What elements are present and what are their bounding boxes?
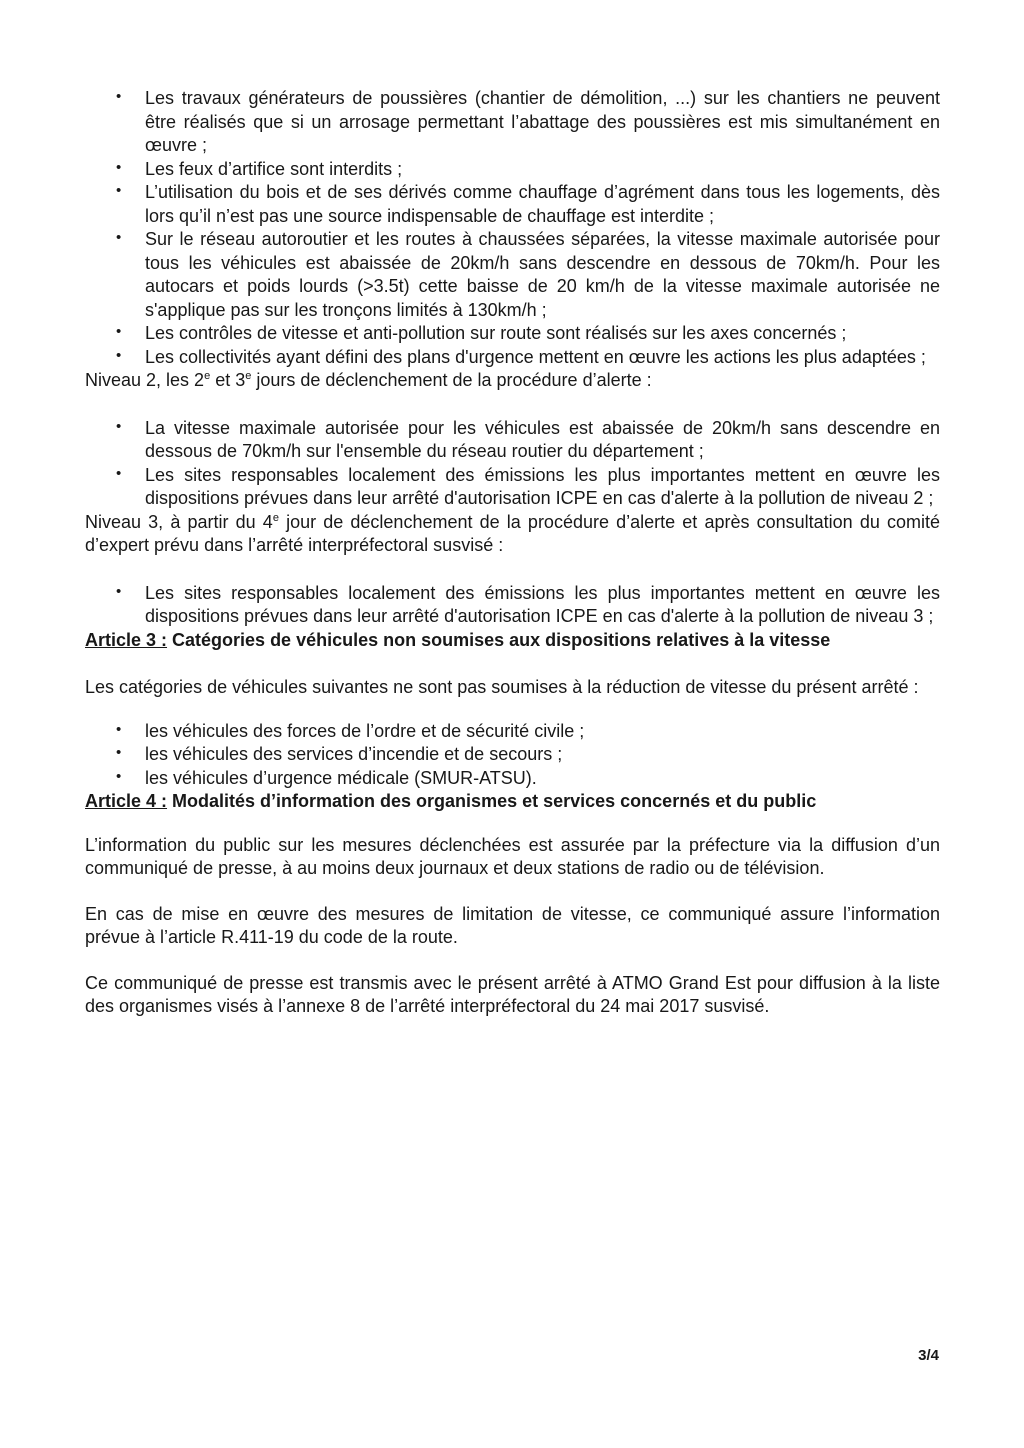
exempt-vehicles-list xyxy=(85,720,940,791)
measures-day1-list xyxy=(85,87,940,369)
niveau2-measures-list xyxy=(85,417,940,511)
niveau2-intro-text: jours de déclenchement de la procédure d’alerte : xyxy=(251,370,652,390)
list-item: • Sur le réseau autoroutier et les routes à chaussées séparées, la vitesse maximale autorisée pour tous les véhicules est abaissée de 20km/h sans descendre en dessous de 70km/h. Pour les autocars et poids lourds (>3.5t) cette baisse de 20 km/h de la vitesse maximale autorisée ne s'applique pas sur les tronçons limités à 130km/h ; xyxy=(85,228,940,322)
niveau3-intro-text: jour de déclenchement de la procédure d’alerte et après consultation du comité d’expert prévu dans l’arrêté interpréfectoral susvisé : xyxy=(85,511,941,555)
article4-paragraph-2: En cas de mise en œuvre des mesures de limitation de vitesse, ce communiqué assure l’information prévue à l’article R.411-19 du code de la route. xyxy=(85,903,940,947)
article3-label: Article 3 : xyxy=(85,629,168,650)
niveau2-intro-text: et 3 xyxy=(210,370,246,390)
list-item: • Les sites responsables localement des émissions les plus importantes mettent en œuvre les dispositions prévues dans leur arrêté d'autorisation ICPE en cas d'alerte à la pollution de niveau 2 ; xyxy=(85,464,940,511)
list-item: • Les feux d’artifice sont interdits ; xyxy=(85,158,940,182)
article3-title: Catégories de véhicules non soumises aux dispositions relatives à la vitesse xyxy=(167,629,831,650)
article4-paragraph-3: Ce communiqué de presse est transmis avec le présent arrêté à ATMO Grand Est pour diffusion à la liste des organismes visés à l’annexe 8 de l’arrêté interpréfectoral du 24 mai 2017 susvisé. xyxy=(85,972,940,1016)
list-item: • Les sites responsables localement des émissions les plus importantes mettent en œuvre les dispositions prévues dans leur arrêté d'autorisation ICPE en cas d'alerte à la pollution de niveau 3 ; xyxy=(85,582,940,629)
ordinal-superscript: e xyxy=(245,370,252,382)
ordinal-superscript: e xyxy=(272,511,279,524)
article3-heading xyxy=(85,629,940,653)
article4-label: Article 4 : xyxy=(85,791,168,811)
list-item: • Les contrôles de vitesse et anti-pollution sur route sont réalisés sur les axes concernés ; xyxy=(85,322,940,346)
niveau3-intro xyxy=(85,511,940,558)
list-item: • Les travaux générateurs de poussières (chantier de démolition, ...) sur les chantiers ne peuvent être réalisés que si un arrosage permettant l’abattage des poussières est mis simultanément en œuvre ; xyxy=(85,87,940,158)
list-item: • L’utilisation du bois et de ses dérivés comme chauffage d’agrément dans tous les logements, dès lors qu’il n’est pas une source indispensable de chauffage est interdite ; xyxy=(85,181,940,228)
niveau2-intro xyxy=(85,369,940,393)
list-item: • les véhicules des forces de l’ordre et de sécurité civile ; xyxy=(85,720,940,744)
list-item: • La vitesse maximale autorisée pour les véhicules est abaissée de 20km/h sans descendre en dessous de 70km/h sur l'ensemble du réseau routier du département ; xyxy=(85,417,940,464)
list-item: • les véhicules des services d’incendie et de secours ; xyxy=(85,743,940,767)
article4-heading xyxy=(85,790,940,814)
niveau2-intro-text: Niveau 2, les 2 xyxy=(85,370,205,390)
page-number: 3/4 xyxy=(918,1347,939,1364)
article4-title: Modalités d’information des organismes et services concernés et du public xyxy=(167,791,817,811)
niveau3-intro-text: Niveau 3, à partir du 4 xyxy=(85,511,273,532)
niveau3-measures-list xyxy=(85,582,940,629)
list-item: • les véhicules d’urgence médicale (SMUR-ATSU). xyxy=(85,767,940,791)
list-item: • Les collectivités ayant défini des plans d'urgence mettent en œuvre les actions les plus adaptées ; xyxy=(85,346,940,370)
ordinal-superscript: e xyxy=(204,370,211,382)
article3-intro-paragraph: Les catégories de véhicules suivantes ne sont pas soumises à la réduction de vitesse du présent arrêté : xyxy=(85,677,919,697)
article4-paragraph-1: L’information du public sur les mesures déclenchées est assurée par la préfecture via la diffusion d’un communiqué de presse, à au moins deux journaux et deux stations de radio ou de télévision. xyxy=(85,834,940,878)
